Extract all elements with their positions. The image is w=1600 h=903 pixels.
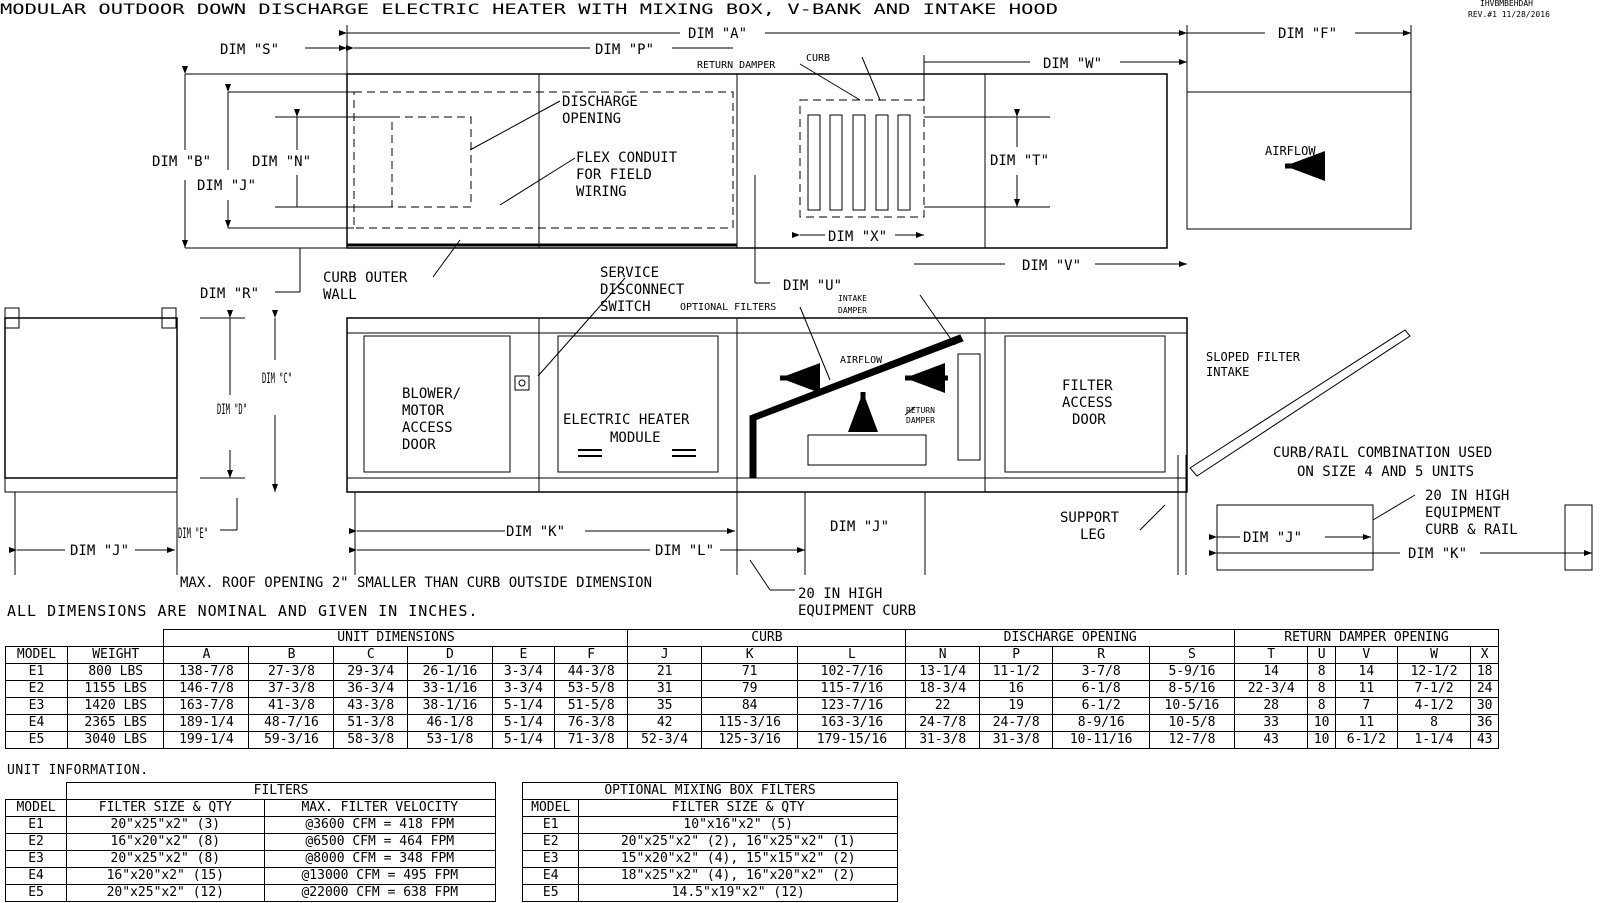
dimension-cell: 5-9/16 bbox=[1149, 664, 1234, 681]
mixing-cell: 14.5"x19"x2" (12) bbox=[579, 885, 898, 902]
label-discharge-1: DISCHARGE bbox=[562, 94, 638, 110]
label-dim-j-top: DIM "J" bbox=[197, 178, 257, 194]
label-heater-1: ELECTRIC HEATER bbox=[563, 412, 690, 428]
dimension-cell: 51-3/8 bbox=[334, 715, 407, 732]
dimension-col-header: B bbox=[249, 647, 334, 664]
dimension-cell: 33-1/16 bbox=[407, 681, 492, 698]
table-row bbox=[6, 732, 1499, 749]
label-return-damper: RETURN DAMPER bbox=[697, 60, 776, 71]
dimension-cell: 16 bbox=[979, 681, 1052, 698]
label-dim-j-left: DIM "J" bbox=[70, 543, 130, 559]
dimension-cell: 125-3/16 bbox=[701, 732, 798, 749]
table-row bbox=[523, 868, 898, 885]
dimension-cell: 2365 LBS bbox=[67, 715, 164, 732]
dimension-cell: 76-3/8 bbox=[554, 715, 627, 732]
dimension-cell: 29-3/4 bbox=[334, 664, 407, 681]
dimension-col-header: E bbox=[492, 647, 554, 664]
label-dim-u: DIM "U" bbox=[783, 278, 843, 294]
filters-header: FILTERS bbox=[67, 783, 496, 800]
dimension-cell: 11 bbox=[1335, 715, 1397, 732]
filters-group-row bbox=[6, 783, 496, 800]
dimension-cell: 31 bbox=[628, 681, 701, 698]
dimension-body bbox=[6, 664, 1499, 749]
filters-cell: @8000 CFM = 348 FPM bbox=[264, 851, 495, 868]
label-dim-p: DIM "P" bbox=[595, 42, 655, 58]
label-sloped-1: SLOPED FILTER bbox=[1206, 350, 1300, 364]
dimension-cell: E2 bbox=[6, 681, 68, 698]
filters-cell: 16"x20"x2" (8) bbox=[67, 834, 264, 851]
dimension-cell: 36-3/4 bbox=[334, 681, 407, 698]
elevation-unit-outline bbox=[347, 318, 1187, 492]
dimension-cell: 79 bbox=[701, 681, 798, 698]
dimension-cell: 8 bbox=[1308, 681, 1335, 698]
dimension-col-header: F bbox=[554, 647, 627, 664]
plan-damper-blades bbox=[808, 115, 910, 210]
dimension-cell: 43 bbox=[1234, 732, 1307, 749]
label-dim-n: DIM "N" bbox=[252, 154, 312, 170]
dimension-cell: 8 bbox=[1397, 715, 1470, 732]
label-flex-3: WIRING bbox=[576, 184, 627, 200]
dimension-cell: E4 bbox=[6, 715, 68, 732]
dimension-col-header: L bbox=[798, 647, 906, 664]
label-support-leg-1: SUPPORT bbox=[1060, 510, 1120, 526]
dimension-cell: 115-3/16 bbox=[701, 715, 798, 732]
dimension-cell: 123-7/16 bbox=[798, 698, 906, 715]
filters-cell: E3 bbox=[6, 851, 67, 868]
dimension-cell: 1-1/4 bbox=[1397, 732, 1470, 749]
dimension-cell: 52-3/4 bbox=[628, 732, 701, 749]
label-service-1: SERVICE bbox=[600, 265, 660, 281]
dimension-cell: 8 bbox=[1308, 664, 1335, 681]
dimension-cell: 28 bbox=[1234, 698, 1307, 715]
dimension-cell: E3 bbox=[6, 698, 68, 715]
dimension-cell: 18 bbox=[1471, 664, 1499, 681]
mixing-cell: E3 bbox=[523, 851, 579, 868]
dimension-cell: 7 bbox=[1335, 698, 1397, 715]
table-row bbox=[6, 851, 496, 868]
dimension-cell: 33 bbox=[1234, 715, 1307, 732]
dimension-cell: 1155 LBS bbox=[67, 681, 164, 698]
dimension-cell: 48-7/16 bbox=[249, 715, 334, 732]
dimension-cell: 115-7/16 bbox=[798, 681, 906, 698]
label-curb-rail-1: CURB/RAIL COMBINATION USED bbox=[1273, 445, 1493, 461]
dimension-col-header: W bbox=[1397, 647, 1470, 664]
label-dim-f: DIM "F" bbox=[1278, 26, 1338, 42]
dimension-cell: 199-1/4 bbox=[164, 732, 249, 749]
table-row bbox=[6, 664, 1499, 681]
dimension-cell: 31-3/8 bbox=[906, 732, 979, 749]
filters-col-header: MODEL bbox=[6, 800, 67, 817]
dimension-cell: 42 bbox=[628, 715, 701, 732]
mixing-column-row bbox=[523, 800, 898, 817]
dimension-col-header: R bbox=[1053, 647, 1150, 664]
filters-col-header: MAX. FILTER VELOCITY bbox=[264, 800, 495, 817]
dimension-cell: 14 bbox=[1335, 664, 1397, 681]
dimension-cell: 3-3/4 bbox=[492, 664, 554, 681]
table-row bbox=[6, 698, 1499, 715]
unit-dimensions-header: UNIT DIMENSIONS bbox=[164, 630, 628, 647]
label-dim-v: DIM "V" bbox=[1022, 258, 1082, 274]
label-equip-rail-2: EQUIPMENT bbox=[1425, 505, 1501, 521]
dimension-cell: 18-3/4 bbox=[906, 681, 979, 698]
label-flex-1: FLEX CONDUIT bbox=[576, 150, 678, 166]
dimension-col-header: A bbox=[164, 647, 249, 664]
label-filter-access-3: DOOR bbox=[1072, 412, 1106, 428]
table-row bbox=[6, 868, 496, 885]
dimension-cell: 43-3/8 bbox=[334, 698, 407, 715]
filters-cell: 20"x25"x2" (12) bbox=[67, 885, 264, 902]
dimension-cell: 10 bbox=[1308, 732, 1335, 749]
mixing-cell: 15"x20"x2" (4), 15"x15"x2" (2) bbox=[579, 851, 898, 868]
label-equip-rail-3: CURB & RAIL bbox=[1425, 522, 1518, 538]
dimension-cell: 179-15/16 bbox=[798, 732, 906, 749]
dimension-cell: 22 bbox=[906, 698, 979, 715]
filters-cell: E1 bbox=[6, 817, 67, 834]
dimension-cell: 43 bbox=[1471, 732, 1499, 749]
label-optional-filters: OPTIONAL FILTERS bbox=[680, 302, 777, 313]
label-max-roof: MAX. ROOF OPENING 2" SMALLER THAN CURB OUTSIDE DIMENSION bbox=[180, 575, 653, 591]
filters-body bbox=[6, 817, 496, 902]
drawing-id: IHVBMBEHDAH bbox=[1480, 0, 1533, 8]
label-filter-access-2: ACCESS bbox=[1062, 395, 1113, 411]
filters-cell: 16"x20"x2" (15) bbox=[67, 868, 264, 885]
dimension-cell: 22-3/4 bbox=[1234, 681, 1307, 698]
label-blower-1: BLOWER/ bbox=[402, 386, 462, 402]
label-intake-2: DAMPER bbox=[838, 306, 867, 315]
dimension-cell: 3-7/8 bbox=[1053, 664, 1150, 681]
table-row bbox=[6, 885, 496, 902]
discharge-opening-header: DISCHARGE OPENING bbox=[906, 630, 1234, 647]
mixing-header: OPTIONAL MIXING BOX FILTERS bbox=[523, 783, 898, 800]
dimension-cell: 36 bbox=[1471, 715, 1499, 732]
dimension-cell: 35 bbox=[628, 698, 701, 715]
filters-cell: E2 bbox=[6, 834, 67, 851]
dimension-cell: 3040 LBS bbox=[67, 732, 164, 749]
dimension-cell: 58-3/8 bbox=[334, 732, 407, 749]
label-dim-w: DIM "W" bbox=[1043, 56, 1103, 72]
label-return-damper-elev-1: RETURN bbox=[906, 406, 935, 415]
dimension-cell: 26-1/16 bbox=[407, 664, 492, 681]
dimension-cell: 31-3/8 bbox=[979, 732, 1052, 749]
dimension-col-header: D bbox=[407, 647, 492, 664]
filters-cell: E5 bbox=[6, 885, 67, 902]
label-dim-a: DIM "A" bbox=[688, 26, 748, 42]
return-damper-opening-header: RETURN DAMPER OPENING bbox=[1234, 630, 1498, 647]
mixing-cell: E4 bbox=[523, 868, 579, 885]
dimension-cell: E1 bbox=[6, 664, 68, 681]
label-blower-3: ACCESS bbox=[402, 420, 453, 436]
dimension-cell: 24-7/8 bbox=[906, 715, 979, 732]
filters-cell: @3600 CFM = 418 FPM bbox=[264, 817, 495, 834]
mixing-col-header: MODEL bbox=[523, 800, 579, 817]
dimension-cell: 8-5/16 bbox=[1149, 681, 1234, 698]
dimension-cell: 8-9/16 bbox=[1053, 715, 1150, 732]
dimension-cell: 37-3/8 bbox=[249, 681, 334, 698]
dimension-cell: 5-1/4 bbox=[492, 715, 554, 732]
dimension-cell: 19 bbox=[979, 698, 1052, 715]
label-curb-outer-2: WALL bbox=[323, 287, 357, 303]
dimension-cell: 3-3/4 bbox=[492, 681, 554, 698]
dimension-col-header: P bbox=[979, 647, 1052, 664]
dimension-col-header: U bbox=[1308, 647, 1335, 664]
filters-cell: @6500 CFM = 464 FPM bbox=[264, 834, 495, 851]
dimension-col-header: N bbox=[906, 647, 979, 664]
label-support-leg-2: LEG bbox=[1080, 527, 1106, 543]
filters-col-header: FILTER SIZE & QTY bbox=[67, 800, 264, 817]
dimension-cell: 11 bbox=[1335, 681, 1397, 698]
dimension-col-header: MODEL bbox=[6, 647, 68, 664]
service-disconnect-switch bbox=[515, 376, 529, 390]
dimension-cell: 5-1/4 bbox=[492, 698, 554, 715]
nominal-note: ALL DIMENSIONS ARE NOMINAL AND GIVEN IN INCHES. bbox=[7, 602, 479, 620]
dimension-cell: 163-3/16 bbox=[798, 715, 906, 732]
label-dim-k-rail: DIM "K" bbox=[1408, 546, 1468, 562]
label-dim-j-rail: DIM "J" bbox=[1243, 530, 1303, 546]
label-intake-1: INTAKE bbox=[838, 294, 867, 303]
table-row bbox=[6, 681, 1499, 698]
label-heater-2: MODULE bbox=[610, 430, 661, 446]
dimension-col-header: X bbox=[1471, 647, 1499, 664]
label-equip-curb-2: EQUIPMENT CURB bbox=[798, 603, 917, 619]
table-row bbox=[523, 834, 898, 851]
mixing-cell: 18"x25"x2" (4), 16"x20"x2" (2) bbox=[579, 868, 898, 885]
dimension-cell: 12-1/2 bbox=[1397, 664, 1470, 681]
dimension-cell: 24-7/8 bbox=[979, 715, 1052, 732]
dimension-cell: 7-1/2 bbox=[1397, 681, 1470, 698]
dimension-cell: 53-1/8 bbox=[407, 732, 492, 749]
table-row bbox=[6, 715, 1499, 732]
label-dim-e-1: DIM "E" bbox=[178, 526, 208, 542]
label-return-damper-elev-2: DAMPER bbox=[906, 416, 935, 425]
curb-header: CURB bbox=[628, 630, 906, 647]
dimension-cell: 146-7/8 bbox=[164, 681, 249, 698]
mixing-body bbox=[523, 817, 898, 902]
label-curb: CURB bbox=[806, 53, 831, 64]
label-flex-2: FOR FIELD bbox=[576, 167, 652, 183]
dimension-cell: 6-1/2 bbox=[1053, 698, 1150, 715]
label-dim-s: DIM "S" bbox=[220, 42, 280, 58]
mixing-cell: 20"x25"x2" (2), 16"x25"x2" (1) bbox=[579, 834, 898, 851]
dimension-cell: 53-5/8 bbox=[554, 681, 627, 698]
label-dim-d: DIM "D" bbox=[217, 402, 247, 418]
dimension-cell: 46-1/8 bbox=[407, 715, 492, 732]
dimension-cell: 41-3/8 bbox=[249, 698, 334, 715]
dimension-group-row bbox=[6, 630, 1499, 647]
blank-header bbox=[6, 630, 164, 647]
mixing-box-filters-table bbox=[522, 782, 898, 902]
plan-discharge-opening bbox=[392, 117, 471, 207]
dimension-cell: 4-1/2 bbox=[1397, 698, 1470, 715]
dimension-col-header: T bbox=[1234, 647, 1307, 664]
dimension-cell: 38-1/16 bbox=[407, 698, 492, 715]
dimension-cell: 6-1/8 bbox=[1053, 681, 1150, 698]
dimension-cell: 11-1/2 bbox=[979, 664, 1052, 681]
label-dim-j-mid: DIM "J" bbox=[830, 519, 890, 535]
dimension-cell: 71-3/8 bbox=[554, 732, 627, 749]
label-blower-2: MOTOR bbox=[402, 403, 445, 419]
dimension-cell: 8 bbox=[1308, 698, 1335, 715]
revision-text: REV.#1 11/28/2016 bbox=[1468, 10, 1550, 19]
label-dim-c-1: DIM "C" bbox=[262, 371, 292, 387]
label-dim-l: DIM "L" bbox=[655, 543, 715, 559]
label-discharge-2: OPENING bbox=[562, 111, 622, 127]
dimension-column-row bbox=[6, 647, 1499, 664]
dimension-cell: 6-1/2 bbox=[1335, 732, 1397, 749]
dimension-cell: 71 bbox=[701, 664, 798, 681]
dimension-cell: 1420 LBS bbox=[67, 698, 164, 715]
label-dim-k: DIM "K" bbox=[506, 524, 566, 540]
label-dim-x: DIM "X" bbox=[828, 229, 888, 245]
label-equip-rail-1: 20 IN HIGH bbox=[1425, 488, 1510, 504]
dimension-cell: 5-1/4 bbox=[492, 732, 554, 749]
dimension-cell: 12-7/8 bbox=[1149, 732, 1234, 749]
dimension-cell: 44-3/8 bbox=[554, 664, 627, 681]
dimension-cell: E5 bbox=[6, 732, 68, 749]
label-service-2: DISCONNECT bbox=[600, 282, 685, 298]
dimension-cell: 800 LBS bbox=[67, 664, 164, 681]
label-dim-b: DIM "B" bbox=[152, 154, 212, 170]
dimension-cell: 21 bbox=[628, 664, 701, 681]
table-row bbox=[6, 817, 496, 834]
filters-cell: 20"x25"x2" (3) bbox=[67, 817, 264, 834]
dimension-cell: 102-7/16 bbox=[798, 664, 906, 681]
filters-column-row bbox=[6, 800, 496, 817]
mixing-group-row bbox=[523, 783, 898, 800]
label-airflow-top: AIRFLOW bbox=[1265, 144, 1316, 158]
table-row bbox=[523, 817, 898, 834]
dimension-cell: 10 bbox=[1308, 715, 1335, 732]
dimension-col-header: V bbox=[1335, 647, 1397, 664]
dimension-cell: 163-7/8 bbox=[164, 698, 249, 715]
mixing-cell: E1 bbox=[523, 817, 579, 834]
label-service-3: SWITCH bbox=[600, 299, 651, 315]
mixing-col-header: FILTER SIZE & QTY bbox=[579, 800, 898, 817]
dimension-col-header: S bbox=[1149, 647, 1234, 664]
dimension-cell: 27-3/8 bbox=[249, 664, 334, 681]
plan-return-damper-opening bbox=[800, 100, 924, 217]
filters-table bbox=[5, 782, 496, 902]
dimension-cell: 59-3/16 bbox=[249, 732, 334, 749]
label-airflow-mid: AIRFLOW bbox=[840, 355, 883, 366]
mixing-cell: E5 bbox=[523, 885, 579, 902]
label-dim-t: DIM "T" bbox=[990, 153, 1050, 169]
label-sloped-2: INTAKE bbox=[1206, 365, 1250, 379]
dimension-col-header: K bbox=[701, 647, 798, 664]
filters-cell: 20"x25"x2" (8) bbox=[67, 851, 264, 868]
dimension-cell: 13-1/4 bbox=[906, 664, 979, 681]
dimension-cell: 30 bbox=[1471, 698, 1499, 715]
blank-header bbox=[6, 783, 67, 800]
dimension-table bbox=[5, 629, 1499, 749]
plan-hood bbox=[1187, 92, 1411, 229]
dimension-cell: 84 bbox=[701, 698, 798, 715]
mixing-cell: 10"x16"x2" (5) bbox=[579, 817, 898, 834]
unit-information-note: UNIT INFORMATION. bbox=[7, 763, 149, 778]
dimension-cell: 14 bbox=[1234, 664, 1307, 681]
dimension-col-header: WEIGHT bbox=[67, 647, 164, 664]
end-view-outline bbox=[5, 318, 177, 478]
dimension-cell: 24 bbox=[1471, 681, 1499, 698]
dimension-cell: 10-5/16 bbox=[1149, 698, 1234, 715]
drawing-title: MODULAR OUTDOOR DOWN DISCHARGE ELECTRIC HEATER WITH MIXING BOX, V-BANK AND INTAKE HOOD bbox=[0, 2, 1058, 18]
label-dim-r: DIM "R" bbox=[200, 286, 260, 302]
table-row bbox=[523, 885, 898, 902]
table-row bbox=[523, 851, 898, 868]
dimension-cell: 10-11/16 bbox=[1053, 732, 1150, 749]
filters-cell: @13000 CFM = 495 FPM bbox=[264, 868, 495, 885]
dimension-col-header: C bbox=[334, 647, 407, 664]
table-row bbox=[6, 834, 496, 851]
filters-cell: E4 bbox=[6, 868, 67, 885]
label-curb-outer-1: CURB OUTER bbox=[323, 270, 408, 286]
dimension-cell: 10-5/8 bbox=[1149, 715, 1234, 732]
dimension-cell: 138-7/8 bbox=[164, 664, 249, 681]
label-blower-4: DOOR bbox=[402, 437, 436, 453]
label-curb-rail-2: ON SIZE 4 AND 5 UNITS bbox=[1297, 464, 1475, 480]
return-damper-blades bbox=[808, 435, 926, 465]
label-equip-curb-1: 20 IN HIGH bbox=[798, 586, 883, 602]
dimension-col-header: J bbox=[628, 647, 701, 664]
dimension-cell: 189-1/4 bbox=[164, 715, 249, 732]
mixing-cell: E2 bbox=[523, 834, 579, 851]
dimension-cell: 51-5/8 bbox=[554, 698, 627, 715]
label-filter-access-1: FILTER bbox=[1062, 378, 1113, 394]
filters-cell: @22000 CFM = 638 FPM bbox=[264, 885, 495, 902]
